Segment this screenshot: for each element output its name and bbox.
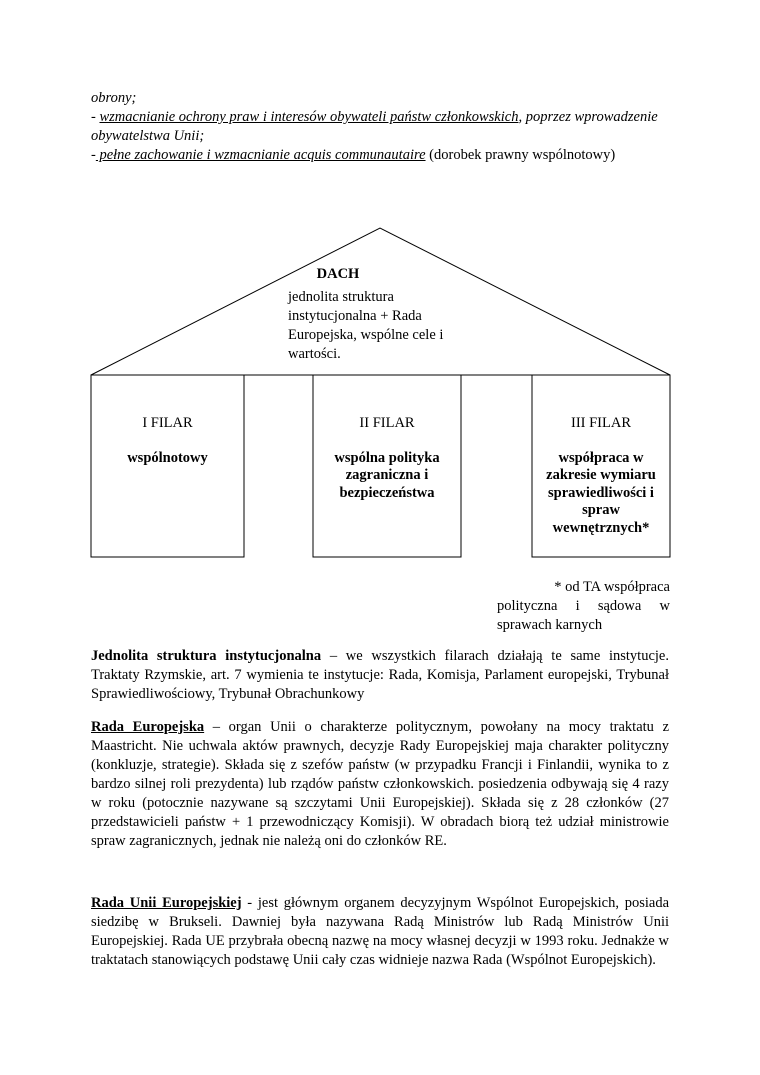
intro-item-3-underlined: pełne zachowanie i wzmacnianie acquis communautaire — [95, 147, 426, 163]
diagram-footnote — [497, 578, 670, 635]
pillar-1-title: I FILAR — [142, 415, 193, 431]
pillar-1 — [94, 415, 241, 467]
intro-item-3-rest: (dorobek prawny wspólnotowy) — [425, 147, 616, 163]
pillar-1-desc: wspólnotowy — [127, 449, 208, 466]
pillar-3-title: III FILAR — [570, 415, 631, 431]
section-council-eu — [91, 894, 669, 970]
intro-item-2-dash: - — [91, 109, 100, 125]
pillar-2 — [332, 415, 442, 502]
pillar-3-desc: współpraca w zakresie wymiaru sprawiedliwości i spraw wewnętrznych* — [546, 449, 656, 536]
section-2-body: – organ Unii o charakterze politycznym, powołany na mocy traktatu z Maastricht. Nie uchwala aktów prawnych, decyzje Rady Europejskiej maja charakter polityczny (konkluzje, strategie). Składa się z szefów państw (w przypadku Francji i Finlandii, wynika to z bardzo silnej roli prezydenta) lub rządów państw członkowskich. posiedzenia odbywają się 4 razy w roku (potocznie nazywane są szczytami Unii Europejskiej). Składa się z 28 członków (27 przedstawicieli państw + 1 przewodniczący Komisji). W obradach biorą też udział ministrowie spraw zagranicznych, jednak nie należą oni do członków RE. — [91, 719, 670, 849]
intro-item-2-rest: , poprzez wprowadzenie obywatelstwa Unii; — [91, 109, 658, 144]
section-unified-structure — [91, 647, 669, 704]
intro-item-2-underlined: wzmacnianie ochrony praw i interesów obywateli państw członkowskich — [99, 109, 519, 125]
section-3-term: Rada Unii Europejskiej — [91, 895, 242, 911]
roof-description: jednolita struktura instytucjonalna + Rada Europejska, wspólne cele i wartości. — [288, 289, 444, 362]
section-european-council — [91, 718, 669, 851]
section-2-term: Rada Europejska — [91, 719, 205, 735]
footnote-rest: polityczna i sądowa w sprawach karnych — [497, 598, 670, 633]
section-1-body: – we wszystkich filarach działają te same instytucje. Traktaty Rzymskie, art. 7 wymienia te instytucje: Rada, Komisja, Parlament europejski, Trybunał Sprawiedliwościowy, Trybunał Obrachunkowy — [91, 648, 669, 702]
intro-item-3-dash: - — [91, 147, 96, 163]
footnote-line-1: * od TA współpraca — [554, 579, 670, 595]
pillar-3 — [536, 415, 666, 537]
pillar-2-title: II FILAR — [359, 415, 415, 431]
section-1-term: Jednolita struktura instytucjonalna — [91, 648, 322, 664]
roof-title: DACH — [316, 266, 360, 282]
intro-line-1-text: obrony; — [91, 90, 137, 106]
roof-content — [288, 265, 468, 364]
section-3-body: - jest głównym organem decyzyjnym Wspólnot Europejskich, posiada siedzibę w Brukseli. Dawniej była nazywana Radą Ministrów lub Radą Ministrów Unii Europejskiej. Rada UE przybrała obecną nazwę na mocy własnej decyzji w 1993 roku. Jednakże w traktatach stanowiących podstawę Unii cały czas widnieje nazwa Rada (Wspólnot Europejskich). — [91, 895, 670, 968]
pillar-2-desc: wspólna polityka zagraniczna i bezpieczeństwa — [334, 449, 440, 501]
